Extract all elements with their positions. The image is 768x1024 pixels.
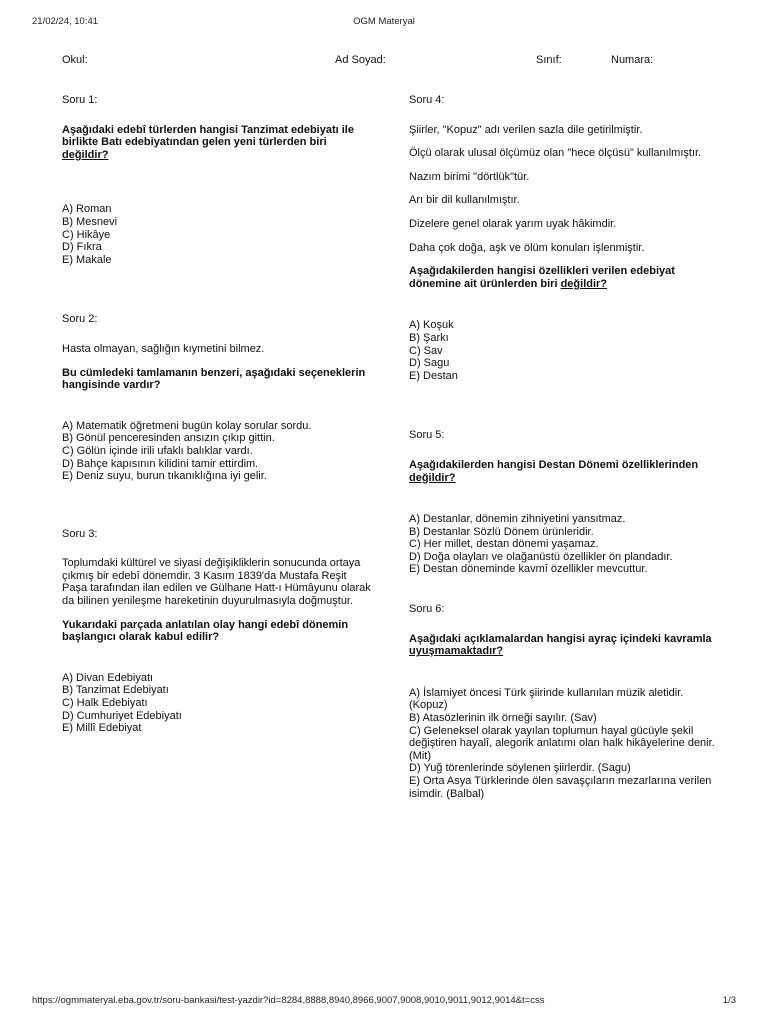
question-4: [409, 94, 719, 382]
option-e[interactable]: E) Millî Edebiyat: [62, 722, 142, 735]
option-d[interactable]: D) Bahçe kapısının kilidini tamir ettirdim.: [62, 457, 259, 470]
option-e[interactable]: E) Orta Asya Türklerinde ölen savaşçıların mezarlarına verilen isimdir. (Balbal): [409, 775, 712, 800]
option-c[interactable]: C) Halk Edebiyatı: [62, 697, 148, 710]
question-stem: Bu cümledeki tamlamanın benzeri, aşağıdaki seçeneklerin hangisinde vardır?: [62, 366, 366, 392]
question-text: Toplumdaki kültürel ve siyasi değişikliklerin sonucunda ortaya çıkmış bir edebî dönemdir. 3 Kasım 1839'da Mustafa Reşit Paşa tarafından ilan edilen ve Gülhane Hatt-ı Hümâyunu olarak da bilinen yenileşme hareketinin duyurulmasıyla doğmuştur.: [62, 557, 371, 608]
stem-underlined: değildir?: [560, 277, 608, 290]
question-2: [62, 313, 372, 482]
option-b[interactable]: B) Destanlar Sözlü Dönem ürünleridir.: [409, 525, 594, 538]
right-column: [409, 94, 719, 800]
premise-3: Nazım birimi "dörtlük"tür.: [409, 170, 530, 183]
print-url: https://ogmmateryal.eba.gov.tr/soru-bankasi/test-yazdir?id=8284,8888,8940,8966,9007,9008,9010,9011,9012,9014&t=css: [32, 995, 545, 1006]
option-b[interactable]: B) Şarkı: [409, 331, 449, 344]
option-e[interactable]: E) Deniz suyu, burun tıkanıklığına iyi gelir.: [62, 470, 267, 483]
premise-1: Şiirler, "Kopuz" adı verilen sazla dile getirilmiştir.: [409, 123, 643, 136]
left-column: [62, 94, 372, 735]
print-title: OGM Materyal: [353, 16, 415, 27]
print-datetime: 21/02/24, 10:41: [32, 16, 99, 27]
option-d[interactable]: D) Sagu: [409, 357, 450, 370]
question-6: [409, 603, 719, 800]
stem-underlined: değildir?: [62, 148, 109, 161]
class-label: Sınıf:: [536, 54, 562, 66]
option-d[interactable]: D) Fıkra: [62, 241, 102, 254]
question-title: Soru 4:: [409, 94, 445, 106]
option-a[interactable]: A) Roman: [62, 203, 112, 216]
stem-text: Aşağıdaki edebî türlerden hangisi Tanzimat edebiyatı ile birlikte Batı edebiyatından gelen yeni türlerden biri: [62, 123, 354, 149]
question-title: Soru 6:: [409, 603, 445, 616]
question-title: Soru 3:: [62, 527, 98, 540]
number-label: Numara:: [611, 54, 654, 66]
premise-4: Arı bir dil kullanılmıştır.: [409, 194, 520, 207]
premise-5: Dizelere genel olarak yarım uyak hâkimdir.: [409, 217, 617, 230]
option-a[interactable]: A) Koşuk: [409, 319, 454, 332]
options-list: [409, 319, 719, 382]
stem-underlined: uyuşmamaktadır?: [409, 645, 504, 658]
options-list: [62, 203, 372, 266]
options-list: [62, 420, 372, 483]
options-list: [62, 672, 372, 735]
question-stem: [62, 124, 372, 162]
name-label: Ad Soyad:: [335, 54, 386, 66]
question-3: [62, 528, 372, 735]
question-stem: [409, 633, 719, 658]
options-list: [409, 513, 719, 576]
school-label: Okul:: [62, 54, 88, 66]
option-d[interactable]: D) Yuğ törenlerinde söylenen şiirlerdir. (Sagu): [409, 762, 631, 775]
option-a[interactable]: A) Divan Edebiyatı: [62, 671, 154, 684]
question-stem: [409, 459, 719, 484]
options-list: [409, 687, 719, 800]
option-b[interactable]: B) Atasözlerinin ilk örneği sayılır. (Sav): [409, 712, 597, 725]
question-text: Hasta olmayan, sağlığın kıymetini bilmez.: [62, 342, 265, 355]
question-title: Soru 2:: [62, 313, 98, 326]
option-e[interactable]: E) Makale: [62, 253, 112, 266]
option-a[interactable]: A) İslamiyet öncesi Türk şiirinde kullanılan müzik aletidir. (Kopuz): [409, 686, 684, 712]
stem-text: Aşağıdaki açıklamalardan hangisi ayraç içindeki kavramla: [409, 632, 712, 645]
option-d[interactable]: D) Cumhuriyet Edebiyatı: [62, 709, 182, 722]
option-e[interactable]: E) Destan: [409, 369, 458, 382]
option-b[interactable]: B) Mesnevi: [62, 215, 118, 228]
option-e[interactable]: E) Destan döneminde kavmî özellikler mevcuttur.: [409, 563, 648, 576]
question-stem: Yukarıdaki parçada anlatılan olay hangi edebî dönemin başlangıcı olarak kabul edilir?: [62, 618, 349, 644]
question-title: Soru 5:: [409, 429, 445, 442]
option-a[interactable]: A) Matematik öğretmeni bugün kolay sorular sordu.: [62, 419, 312, 432]
option-c[interactable]: C) Gölün içinde irili ufaklı balıklar vardı.: [62, 444, 253, 457]
question-1: [62, 94, 372, 266]
option-c[interactable]: C) Geleneksel olarak yayılan toplumun hayal gücüyle şekil değiştiren hayalî, alegorik anlatımı olan halk hikâyelerine denir. (Mit): [409, 724, 715, 762]
question-stem: [409, 265, 719, 290]
premise-2: Ölçü olarak ulusal ölçümüz olan "hece ölçüsü" kullanılmıştır.: [409, 147, 702, 160]
question-title: Soru 1:: [62, 94, 98, 106]
stem-text: Aşağıdakilerden hangisi Destan Dönemi özelliklerinden: [409, 458, 699, 471]
option-d[interactable]: D) Doğa olayları ve olağanüstü özellikler ön plandadır.: [409, 550, 673, 563]
option-b[interactable]: B) Gönül penceresinden ansızın çıkıp gittin.: [62, 432, 275, 445]
option-c[interactable]: C) Hikâye: [62, 228, 111, 241]
stem-underlined: değildir?: [409, 471, 456, 484]
page-number: 1/3: [722, 995, 736, 1006]
option-c[interactable]: C) Her millet, destan dönemi yaşamaz.: [409, 538, 599, 551]
question-5: [409, 429, 719, 576]
option-b[interactable]: B) Tanzimat Edebiyatı: [62, 684, 169, 697]
premise-6: Daha çok doğa, aşk ve ölüm konuları işlenmiştir.: [409, 241, 645, 254]
stem-text: Aşağıdakilerden hangisi özellikleri verilen edebiyat dönemine ait ürünlerden biri: [409, 265, 675, 290]
option-c[interactable]: C) Sav: [409, 344, 443, 357]
option-a[interactable]: A) Destanlar, dönemin zihniyetini yansıtmaz.: [409, 513, 626, 526]
